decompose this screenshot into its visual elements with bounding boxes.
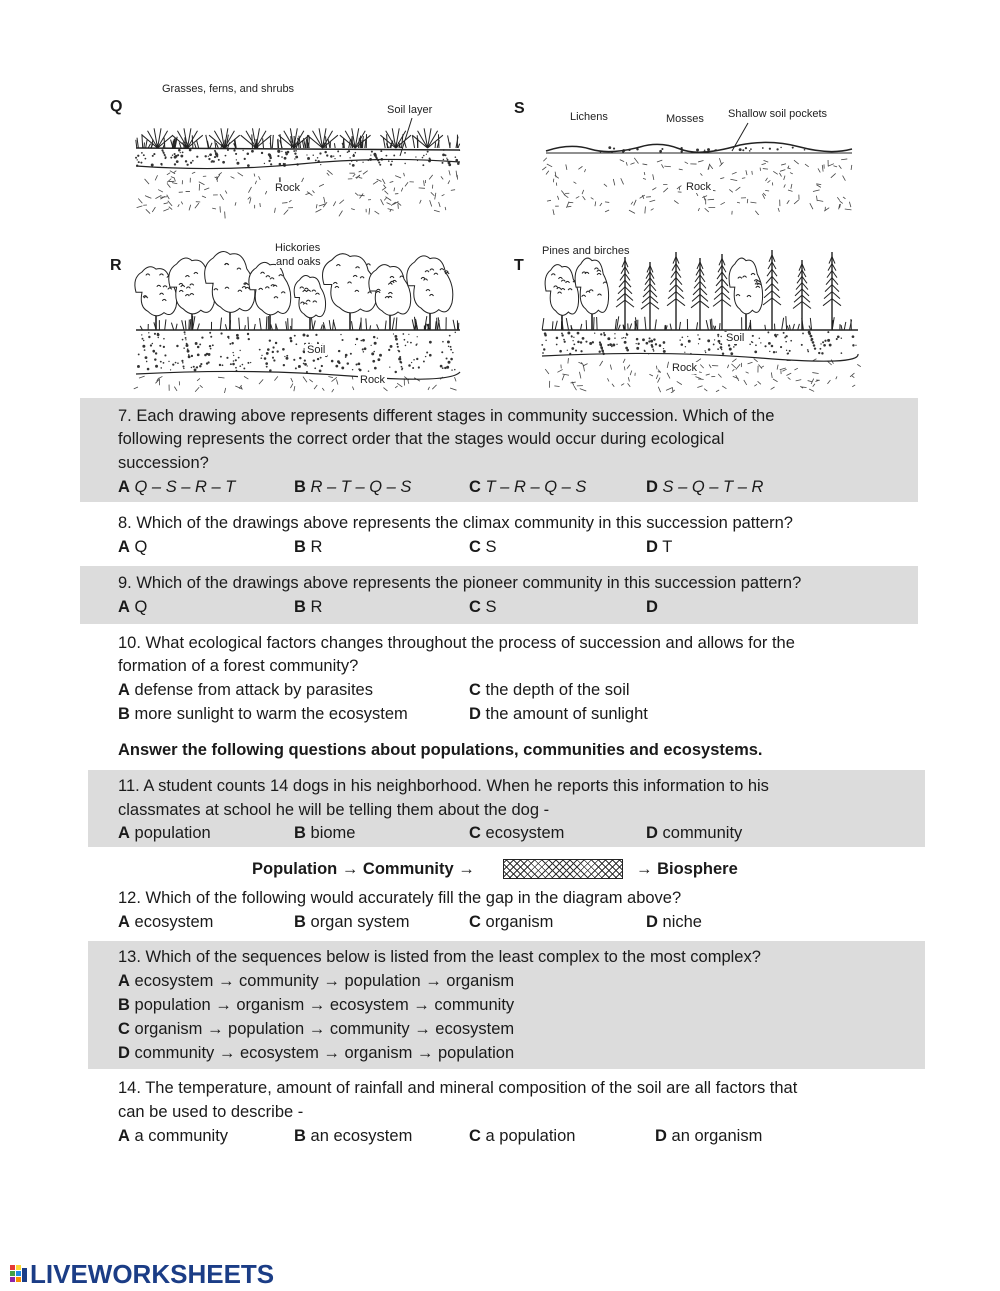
panel-r-letter: R bbox=[110, 257, 122, 274]
q14-option-b[interactable]: B an ecosystem bbox=[294, 1127, 413, 1145]
q10-line-1: 10. What ecological factors changes throughout the process of succession and allows for the bbox=[118, 634, 795, 652]
q7-line-2: following represents the correct order that the stages would occur during ecological bbox=[118, 430, 725, 448]
panel-q-label-plants: Grasses, ferns, and shrubs bbox=[162, 83, 295, 95]
panel-q-letter: Q bbox=[110, 98, 123, 115]
q7-option-d[interactable]: D S – Q – T – R bbox=[646, 478, 764, 496]
q11-option-b[interactable]: B biome bbox=[294, 824, 356, 842]
panel-s-letter: S bbox=[514, 100, 525, 117]
panel-r-label-hickories: Hickories bbox=[275, 242, 321, 254]
q8-option-a[interactable]: A Q bbox=[118, 538, 148, 556]
q13-option-c[interactable]: C organism → population → community → ecosystem bbox=[118, 1020, 515, 1038]
q12-option-a[interactable]: A ecosystem bbox=[118, 913, 214, 931]
q14-option-a[interactable]: A a community bbox=[118, 1127, 229, 1145]
q9-line-1: 9. Which of the drawings above represents the pioneer community in this succession pattern? bbox=[118, 574, 802, 592]
chain-left: Population → Community → bbox=[252, 860, 475, 878]
q13-option-d[interactable]: D community → ecosystem → organism → population bbox=[118, 1044, 515, 1062]
q7-line-3: succession? bbox=[118, 454, 209, 472]
q10-option-c[interactable]: C the depth of the soil bbox=[469, 681, 630, 699]
panel-r bbox=[100, 238, 470, 393]
panel-s-label-pockets: Shallow soil pockets bbox=[728, 108, 828, 120]
q11-option-d[interactable]: D community bbox=[646, 824, 743, 842]
q9-option-d[interactable]: D bbox=[646, 598, 658, 616]
q12-option-b[interactable]: B organ system bbox=[294, 913, 410, 931]
q8-option-d[interactable]: D T bbox=[646, 538, 673, 556]
q14-line-1: 14. The temperature, amount of rainfall and mineral composition of the soil are all factors that bbox=[118, 1079, 798, 1097]
q14-option-c[interactable]: C a population bbox=[469, 1127, 576, 1145]
q10-line-2: formation of a forest community? bbox=[118, 657, 359, 675]
panel-q-drawing bbox=[100, 80, 470, 220]
q11-option-c[interactable]: C ecosystem bbox=[469, 824, 565, 842]
panel-s bbox=[510, 95, 860, 215]
q8-line-1: 8. Which of the drawings above represents the climax community in this succession pattern? bbox=[118, 514, 793, 532]
panel-t-label-pines: Pines and birches bbox=[542, 245, 630, 257]
panel-q-label-rock: Rock bbox=[275, 182, 301, 194]
q9-option-b[interactable]: B R bbox=[294, 598, 323, 616]
q11-line-1: 11. A student counts 14 dogs in his neighborhood. When he reports this information to his bbox=[118, 777, 769, 795]
q9-option-c[interactable]: C S bbox=[469, 598, 497, 616]
q13-line-1: 13. Which of the sequences below is listed from the least complex to the most complex? bbox=[118, 948, 761, 966]
q13-option-b[interactable]: B population → organism → ecosystem → community bbox=[118, 996, 515, 1014]
q10-option-b[interactable]: B more sunlight to warm the ecosystem bbox=[118, 705, 408, 723]
panel-s-label-mosses: Mosses bbox=[666, 113, 704, 125]
q7-option-c[interactable]: C T – R – Q – S bbox=[469, 478, 587, 496]
panel-r-label-rock: Rock bbox=[360, 374, 386, 386]
panel-t-label-rock: Rock bbox=[672, 362, 698, 374]
liveworksheets-logo-icon bbox=[10, 1265, 28, 1283]
chain-blank-box[interactable] bbox=[503, 859, 623, 879]
section-heading: Answer the following questions about populations, communities and ecosystems. bbox=[118, 741, 763, 759]
panel-t-letter: T bbox=[514, 257, 524, 274]
q8-option-c[interactable]: C S bbox=[469, 538, 497, 556]
q14-option-d[interactable]: D an organism bbox=[655, 1127, 763, 1145]
panel-t-label-soil: Soil bbox=[726, 332, 745, 344]
q11-line-2: classmates at school he will be telling them about the dog - bbox=[118, 801, 550, 819]
panel-s-label-lichens: Lichens bbox=[570, 111, 608, 123]
q7-line-1: 7. Each drawing above represents different stages in community succession. Which of the bbox=[118, 407, 775, 425]
q7-option-a[interactable]: A Q – S – R – T bbox=[118, 478, 236, 496]
panel-q-label-soil: Soil layer bbox=[387, 104, 433, 116]
q12-line-1: 12. Which of the following would accurately fill the gap in the diagram above? bbox=[118, 889, 682, 907]
panel-s-label-rock: Rock bbox=[686, 181, 712, 193]
q9-option-a[interactable]: A Q bbox=[118, 598, 148, 616]
liveworksheets-logo-text: LIVEWORKSHEETS bbox=[30, 1259, 275, 1289]
q11-option-a[interactable]: A population bbox=[118, 824, 211, 842]
chain-right: → Biosphere bbox=[636, 860, 738, 878]
panel-r-label-soil: Soil bbox=[307, 344, 326, 356]
q13-option-a[interactable]: A ecosystem → community → population → organism bbox=[118, 972, 515, 990]
panel-q bbox=[100, 80, 470, 220]
q14-line-2: can be used to describe - bbox=[118, 1103, 304, 1121]
q8-option-b[interactable]: B R bbox=[294, 538, 323, 556]
q12-option-c[interactable]: C organism bbox=[469, 913, 554, 931]
q12-option-d[interactable]: D niche bbox=[646, 913, 702, 931]
q7-option-b[interactable]: B R – T – Q – S bbox=[294, 478, 412, 496]
panel-r-label-oaks: and oaks bbox=[276, 256, 321, 268]
panel-t bbox=[510, 238, 865, 393]
q10-option-d[interactable]: D the amount of sunlight bbox=[469, 705, 648, 723]
q10-option-a[interactable]: A defense from attack by parasites bbox=[118, 681, 373, 699]
